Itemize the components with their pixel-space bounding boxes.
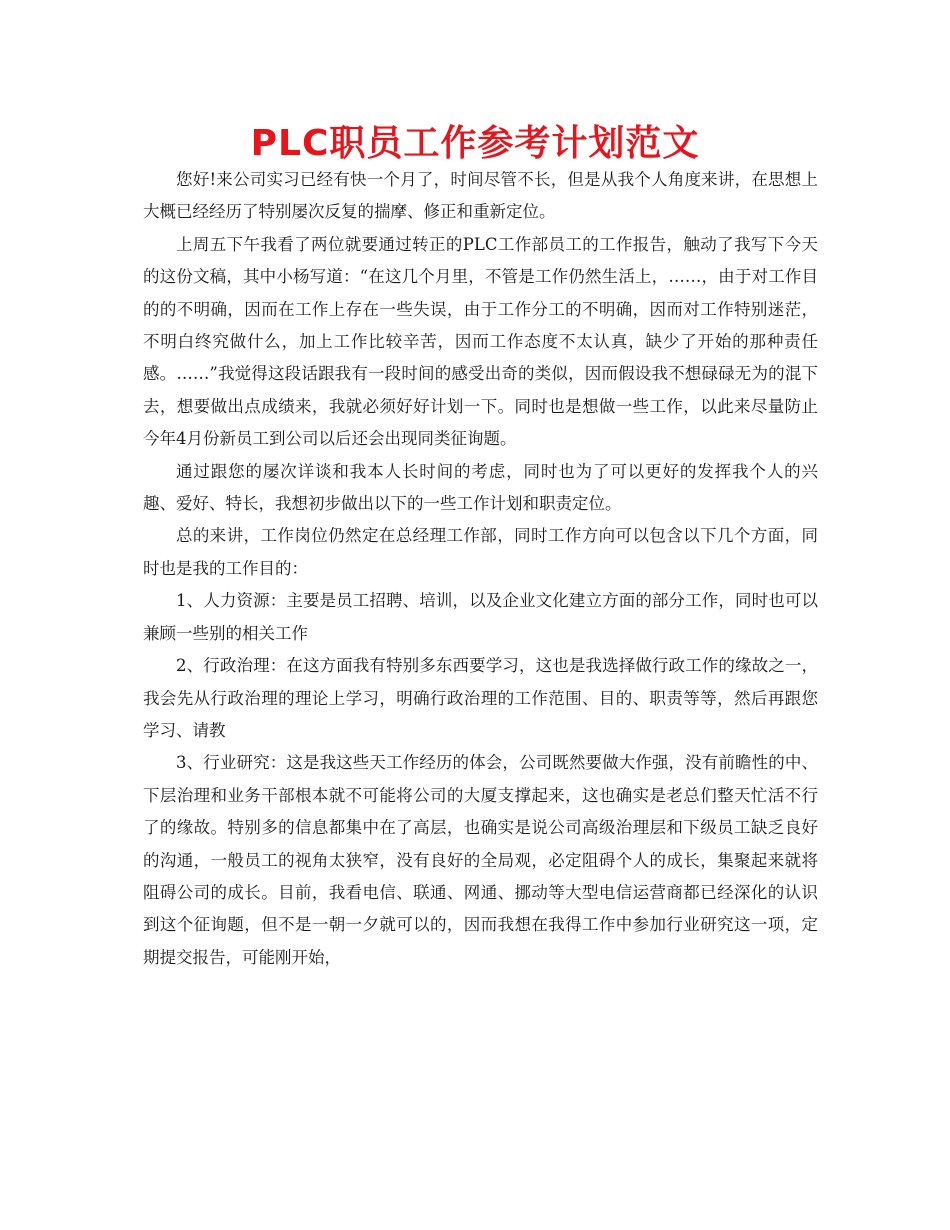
paragraph-greeting: 您好!来公司实习已经有快一个月了，时间尽管不长，但是从我个人角度来讲，在思想上大概已经经历了特别屡次反复的揣摩、修正和重新定位。 — [143, 170, 818, 222]
paragraph-item-hr: 1、人力资源：主要是员工招聘、培训，以及企业文化建立方面的部分工作，同时也可以兼顾一些别的相关工作 — [143, 591, 818, 643]
paragraph-background: 上周五下午我看了两位就要通过转正的PLC工作部员工的工作报告，触动了我写下今天的这份文稿，其中小杨写道：“在这几个月里，不管是工作仍然生活上，……，由于对工作目的的不明确，因而在工作上存在一些失误，由于工作分工的不明确，因而对工作特别迷茫，不明白终究做什么，加上工作比较辛苦，因而工作态度不太认真，缺少了开始的那种责任感。……”我觉得这段话跟我有一段时间的感受出奇的类似，因而假设我不想碌碌无为的混下去，想要做出点成绩来，我就必须好好计划一下。同时也是想做一些工作，以此来尽量防止今年4月份新员工到公司以后还会出现同类征询题。 — [143, 234, 818, 449]
document-body — [143, 164, 818, 974]
paragraph-overview: 总的来讲，工作岗位仍然定在总经理工作部，同时工作方向可以包含以下几个方面，同时也是我的工作目的： — [143, 526, 818, 578]
document-title: PLC职员工作参考计划范文 — [250, 123, 700, 164]
paragraph-item-research: 3、行业研究：这是我这些天工作经历的体会，公司既然要做大作强，没有前瞻性的中、下层治理和业务干部根本就不可能将公司的大厦支撑起来，这也确实是老总们整天忙活不行了的缘故。特别多的信息都集中在了高层，也确实是说公司高级治理层和下级员工缺乏良好的沟通，一般员工的视角太狭窄，没有良好的全局观，必定阻碍个人的成长，集聚起来就将阻碍公司的成长。目前，我看电信、联通、网通、挪动等大型电信运营商都已经深化的认识到这个征询题，但不是一朝一夕就可以的，因而我想在我得工作中参加行业研究这一项，定期提交报告，可能刚开始， — [143, 753, 818, 967]
paragraph-item-admin: 2、行政治理：在这方面我有特别多东西要学习，这也是我选择做行政工作的缘故之一，我会先从行政治理的理论上学习，明确行政治理的工作范围、目的、职责等等，然后再跟您学习、请教 — [143, 656, 818, 740]
paragraph-intent: 通过跟您的屡次详谈和我本人长时间的考虑，同时也为了可以更好的发挥我个人的兴趣、爱好、特长，我想初步做出以下的一些工作计划和职责定位。 — [143, 461, 818, 514]
